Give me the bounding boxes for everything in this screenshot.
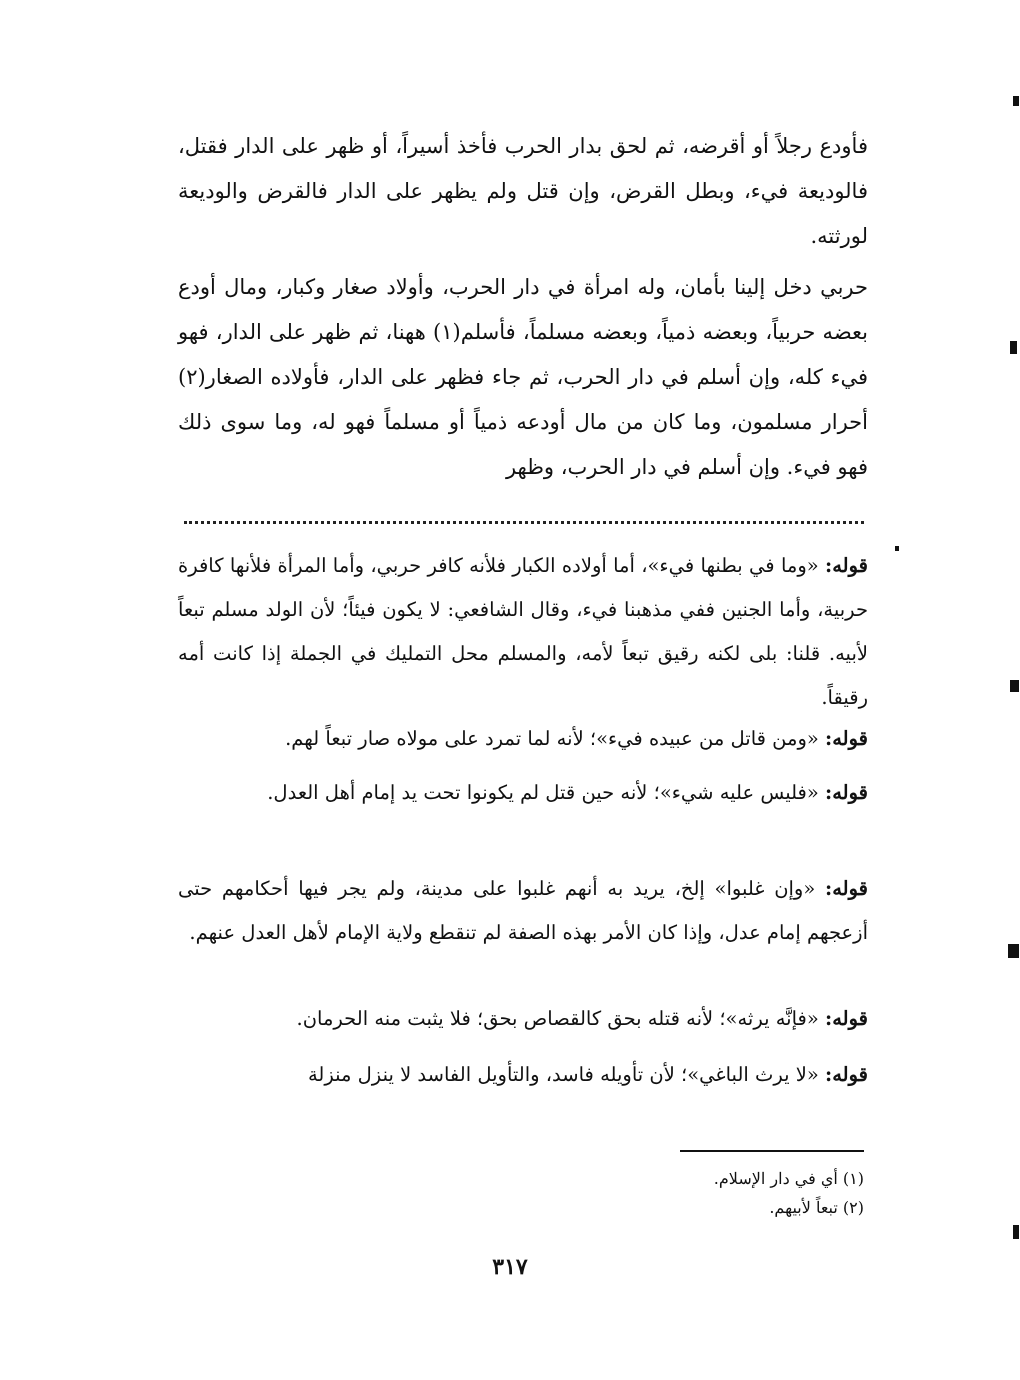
commentary-text: «فليس عليه شيء»؛ لأنه حين قتل لم يكونوا تحت يد إمام أهل العدل.	[267, 781, 825, 804]
footnote-2: (٢) تبعاً لأبيهم.	[769, 1198, 864, 1217]
commentary-text: «ومن قاتل من عبيده فيء»؛ لأنه لما تمرد على مولاه صار تبعاً لهم.	[285, 727, 825, 750]
commentary-paragraph-5	[178, 997, 868, 1041]
commentary-text: «فإنَّه يرثه»؛ لأنه قتله بحق كالقصاص بحق؛ فلا يثبت منه الحرمان.	[296, 1007, 825, 1030]
scan-margin-mark	[1010, 341, 1017, 354]
scan-margin-mark	[1013, 1225, 1019, 1239]
commentary-text: «وما في بطنها فيء»، أما أولاده الكبار فلأنه كافر حربي، وأما المرأة فلأنها كافرة حربية، وأما الجنين ففي مذهبنا فيء، وقال الشافعي: لا يكون فيئاً؛ لأن الولد مسلم تبعاً لأبيه. قلنا: بلى لكنه رقيق تبعاً لأمه، والمسلم محل التمليك في الجملة إذا كانت أمه رقيقاً.	[178, 554, 868, 709]
commentary-paragraph-4	[178, 867, 868, 955]
dotted-separator	[184, 521, 864, 524]
commentary-lead: قوله:	[825, 781, 868, 804]
commentary-lead: قوله:	[825, 1063, 868, 1086]
commentary-paragraph-2	[178, 717, 868, 761]
footnote-rule	[680, 1150, 864, 1152]
commentary-paragraph-6	[178, 1053, 868, 1097]
commentary-lead: قوله:	[825, 554, 868, 577]
commentary-text: «لا يرث الباغي»؛ لأن تأويله فاسد، والتأويل الفاسد لا ينزل منزلة	[307, 1063, 825, 1086]
commentary-lead: قوله:	[825, 727, 868, 750]
commentary-paragraph-3	[178, 771, 868, 815]
scan-margin-mark	[895, 546, 899, 551]
main-paragraph-2-text: حربي دخل إلينا بأمان، وله امرأة في دار الحرب، وأولاد صغار وكبار، ومال أودع بعضه حربياً، وبعضه ذمياً، وبعضه مسلماً، فأسلم(١) ههنا، ثم ظهر على الدار، فهو فيء كله، وإن أسلم في دار الحرب، ثم جاء فظهر على الدار، فأولاده الصغار(٢) أحرار مسلمون، وما كان من مال أودعه ذمياً أو مسلماً فهو له، وما سوى ذلك فهو فيء. وإن أسلم في دار الحرب، وظهر	[178, 275, 869, 479]
scan-margin-mark	[1008, 944, 1019, 958]
main-paragraph-2	[178, 265, 868, 490]
page-number: ٣١٧	[492, 1254, 528, 1280]
scan-margin-mark	[1010, 680, 1019, 692]
main-paragraph-1-text: فأودع رجلاً أو أقرضه، ثم لحق بدار الحرب فأخذ أسيراً، أو ظهر على الدار فقتل، فالوديعة فيء، وبطل القرض، وإن قتل ولم يظهر على الدار فالقرض والوديعة لورثته.	[178, 134, 868, 248]
commentary-lead: قوله:	[825, 1007, 868, 1030]
scan-margin-mark	[1013, 96, 1019, 106]
commentary-text: «وإن غلبوا» إلخ، يريد به أنهم غلبوا على مدينة، ولم يجر فيها أحكامهم حتى أزعجهم إمام عدل، وإذا كان الأمر بهذه الصفة لم تنقطع ولاية الإمام لأهل العدل عنهم.	[178, 877, 868, 944]
commentary-lead: قوله:	[825, 877, 868, 900]
footnotes	[560, 1164, 864, 1222]
commentary-paragraph-1	[178, 544, 868, 720]
main-paragraph-1	[178, 124, 868, 259]
footnote-1: (١) أي في دار الإسلام.	[713, 1169, 864, 1188]
